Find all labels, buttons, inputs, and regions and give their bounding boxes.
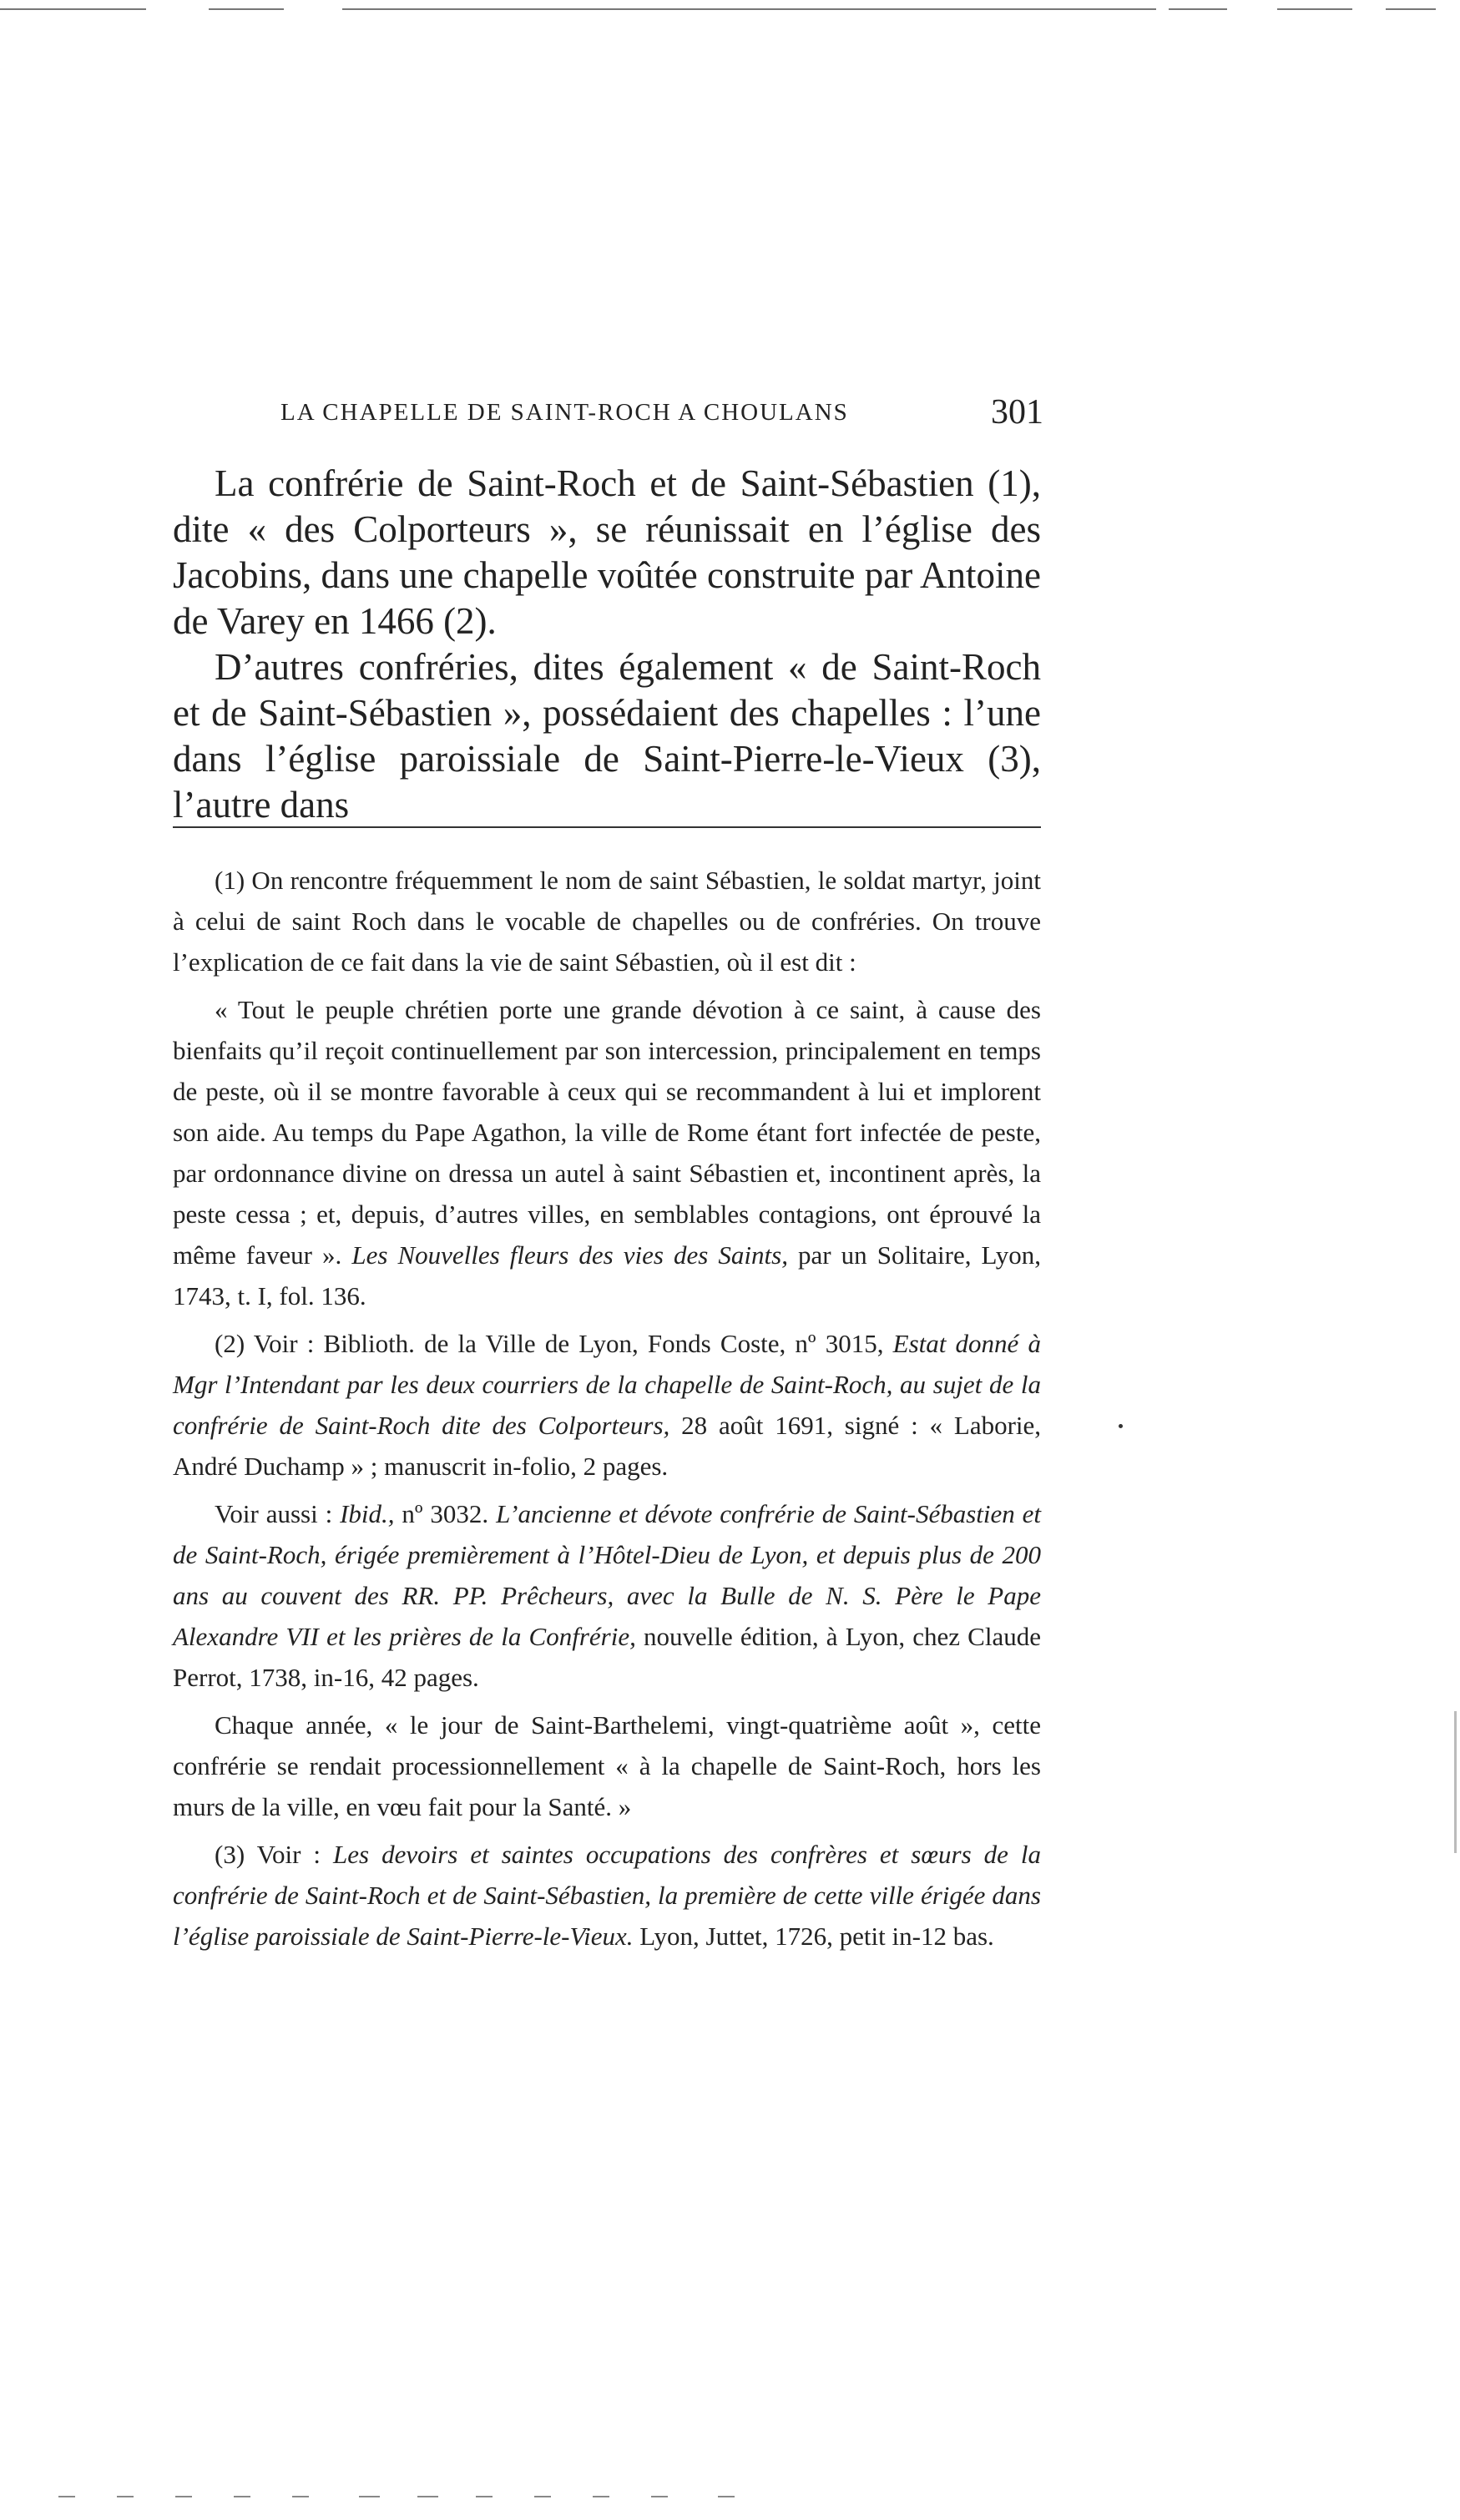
running-title: LA CHAPELLE DE SAINT-ROCH A CHOULANS bbox=[280, 399, 849, 426]
bottom-edge-mark bbox=[58, 2496, 75, 2497]
body-paragraph: D’autres confréries, dites également « de Saint-Roch et de Saint-Sébastien », possédaient des chapelles : l’une dans l’église paroissiale de Saint-Pierre-le-Vieux (3), l’autre dans bbox=[173, 646, 1041, 826]
top-edge-rule bbox=[342, 8, 1156, 10]
bottom-edge-mark bbox=[234, 2496, 250, 2497]
footnote-2-lead: Voir aussi : bbox=[215, 1499, 333, 1528]
top-edge-rule bbox=[0, 8, 146, 10]
ink-dot bbox=[1119, 1424, 1123, 1428]
bottom-edge-mark bbox=[534, 2496, 551, 2497]
top-edge-rule bbox=[1169, 8, 1227, 10]
bottom-edge-mark bbox=[718, 2496, 735, 2497]
footnote-3-lead: (3) Voir : bbox=[215, 1840, 321, 1869]
footnote-3 bbox=[173, 1834, 1041, 1957]
footnote-1-source-title: Les Nouvelles fleurs des vies des Saints, bbox=[351, 1240, 788, 1270]
footnote-2-part1: (2) Voir : Biblioth. de la Ville de Lyon, Fonds Coste, nº 3015, bbox=[215, 1329, 884, 1358]
main-text bbox=[173, 461, 1041, 828]
footnote-2-rest-2: nouvelle édition, à Lyon, chez Claude Perrot, 1738, in-16, 42 pages. bbox=[173, 1622, 1041, 1692]
bottom-edge-mark bbox=[417, 2496, 438, 2497]
page-number: 301 bbox=[991, 393, 1043, 432]
footnote-1-quote bbox=[173, 989, 1041, 1316]
footnote-2-num: nº 3032. bbox=[402, 1499, 489, 1528]
bottom-edge-mark bbox=[117, 2496, 134, 2497]
footnote-2-title-2: L’ancienne et dévote confrérie de Saint-Sébastien et de Saint-Roch, érigée premièrement à l’Hôtel-Dieu de Lyon, et depuis plus de 200 ans au couvent des RR. PP. Prêcheurs, avec la Bulle de N. S. Père le Pape Alexandre VII et les prières de la Confrérie, bbox=[173, 1499, 1042, 1651]
footnote-3-title: Les devoirs et saintes occupations des confrères et sœurs de la confrérie de Saint-Roch et de Saint-Sébastien, la première de cette ville érigée dans l’église paroissiale de Saint-Pierre-le-Vieux. bbox=[173, 1840, 1042, 1951]
footnote-2-title: Estat donné à Mgr l’Intendant par les deux courriers de la chapelle de Saint-Roch, au sujet de la confrérie de Saint-Roch dite des Colporteurs, bbox=[173, 1329, 1041, 1440]
running-header bbox=[275, 392, 1043, 442]
bottom-edge-mark bbox=[292, 2496, 309, 2497]
footnote-1-text: (1) On rencontre fréquemment le nom de saint Sébastien, le soldat martyr, joint à celui de saint Roch dans le vocable de chapelles ou de confréries. On trouve l’explication de ce fait dans la vie de saint Sébastien, où il est dit : bbox=[173, 866, 1041, 977]
footnote-2-ibid: Ibid., bbox=[340, 1499, 395, 1528]
bottom-edge-mark bbox=[651, 2496, 668, 2497]
bottom-edge-mark bbox=[476, 2496, 493, 2497]
footnote-2 bbox=[173, 1323, 1041, 1487]
bottom-edge-mark bbox=[359, 2496, 380, 2497]
top-edge-rule bbox=[209, 8, 284, 10]
footnote-1-source-rest: par un Solitaire, Lyon, 1743, t. I, fol. 136. bbox=[173, 1240, 1042, 1311]
bottom-edge-mark bbox=[175, 2496, 192, 2497]
bottom-edge-mark bbox=[593, 2496, 609, 2497]
top-edge-rule bbox=[1277, 8, 1352, 10]
footnote-2-see-also bbox=[173, 1493, 1041, 1698]
footnote-separator bbox=[173, 826, 1041, 828]
scan-edge-mark bbox=[1454, 1711, 1457, 1853]
footnote-2-rest: 28 août 1691, signé : « Laborie, André Duchamp » ; manuscrit in-folio, 2 pages. bbox=[173, 1411, 1042, 1481]
footnote-3-rest: Lyon, Juttet, 1726, petit in-12 bas. bbox=[639, 1922, 994, 1951]
footnotes bbox=[173, 860, 1041, 1963]
footnote-1-quote-text: « Tout le peuple chrétien porte une grande dévotion à ce saint, à cause des bienfaits qu’il reçoit continuellement par son intercession, principalement en temps de peste, où il se montre favorable à ceux qui se recommandent à lui et implorent son aide. Au temps du Pape Agathon, la ville de Rome étant fort infectée de peste, par ordonnance divine on dressa un autel à saint Sébastien et, incontinent après, la peste cessa ; et, depuis, d’autres villes, en semblables contagions, ont éprouvé la même faveur ». bbox=[173, 995, 1041, 1270]
body-paragraph: La confrérie de Saint-Roch et de Saint-Sébastien (1), dite « des Colporteurs », se réunissait en l’église des Jacobins, dans une chapelle voûtée construite par Antoine de Varey en 1466 (2). bbox=[173, 462, 1041, 642]
footnote-2-part3: Chaque année, « le jour de Saint-Barthelemi, vingt-quatrième août », cette confrérie se rendait processionnellement « à la chapelle de Saint-Roch, hors les murs de la ville, en vœu fait pour la Santé. » bbox=[173, 1710, 1041, 1821]
footnote-1 bbox=[173, 860, 1041, 982]
top-edge-rule bbox=[1386, 8, 1436, 10]
footnote-2-continuation bbox=[173, 1704, 1041, 1827]
